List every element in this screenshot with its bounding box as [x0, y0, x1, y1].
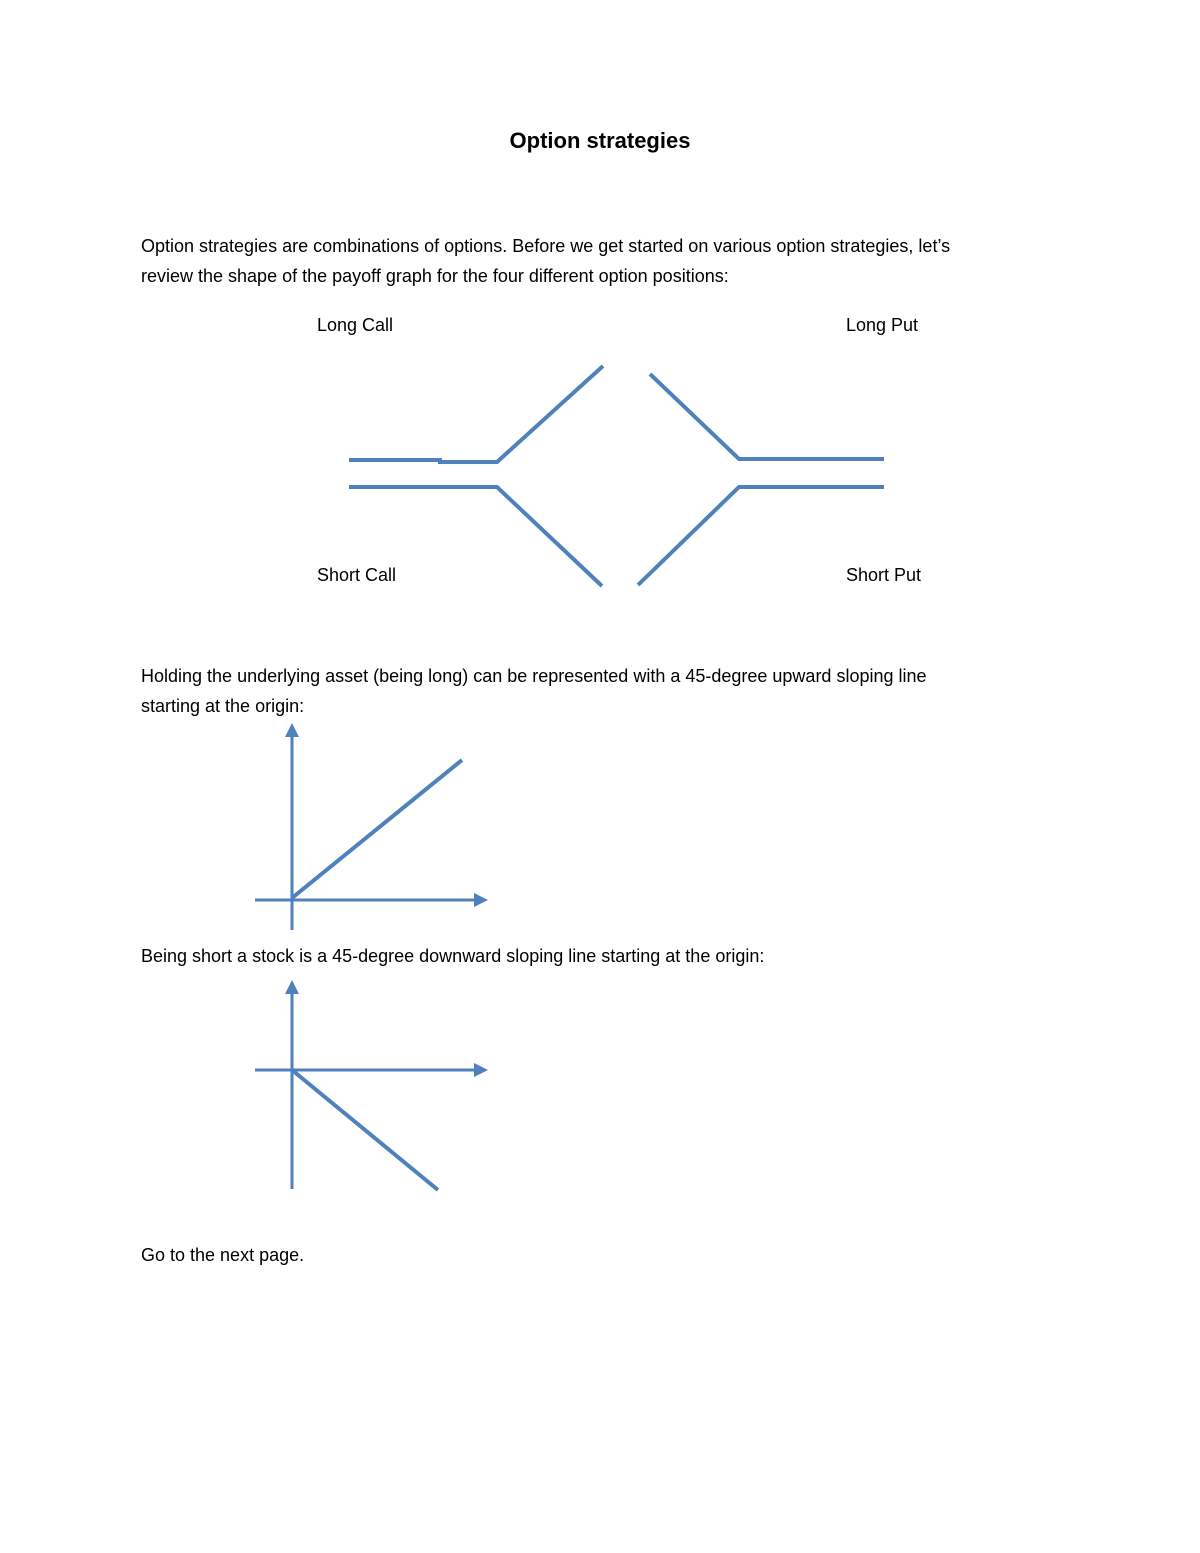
next-page-text: Go to the next page.	[141, 1245, 305, 1265]
long-call-label: Long Call	[317, 315, 394, 335]
short-call-label: Short Call	[317, 565, 397, 585]
short-stock-payoff-line	[292, 1070, 438, 1190]
page-title: Option strategies	[509, 128, 691, 153]
long-put-label: Long Put	[846, 315, 919, 335]
long-asset-line-2: starting at the origin:	[141, 696, 305, 716]
short-put-label: Short Put	[846, 565, 922, 585]
x-axis-arrow-icon	[474, 1063, 488, 1077]
intro-line-1: Option strategies are combinations of options. Before we get started on various option strategies, let’s	[141, 236, 951, 256]
intro-line-2: review the shape of the payoff graph for the four different option positions:	[141, 266, 729, 286]
y-axis-arrow-icon	[285, 980, 299, 994]
short-stock-line: Being short a stock is a 45-degree downward sloping line starting at the origin:	[141, 946, 765, 966]
long-asset-line-1: Holding the underlying asset (being long) can be represented with a 45-degree upward sloping line	[141, 666, 927, 686]
footer-paragraph	[141, 1240, 1061, 1270]
